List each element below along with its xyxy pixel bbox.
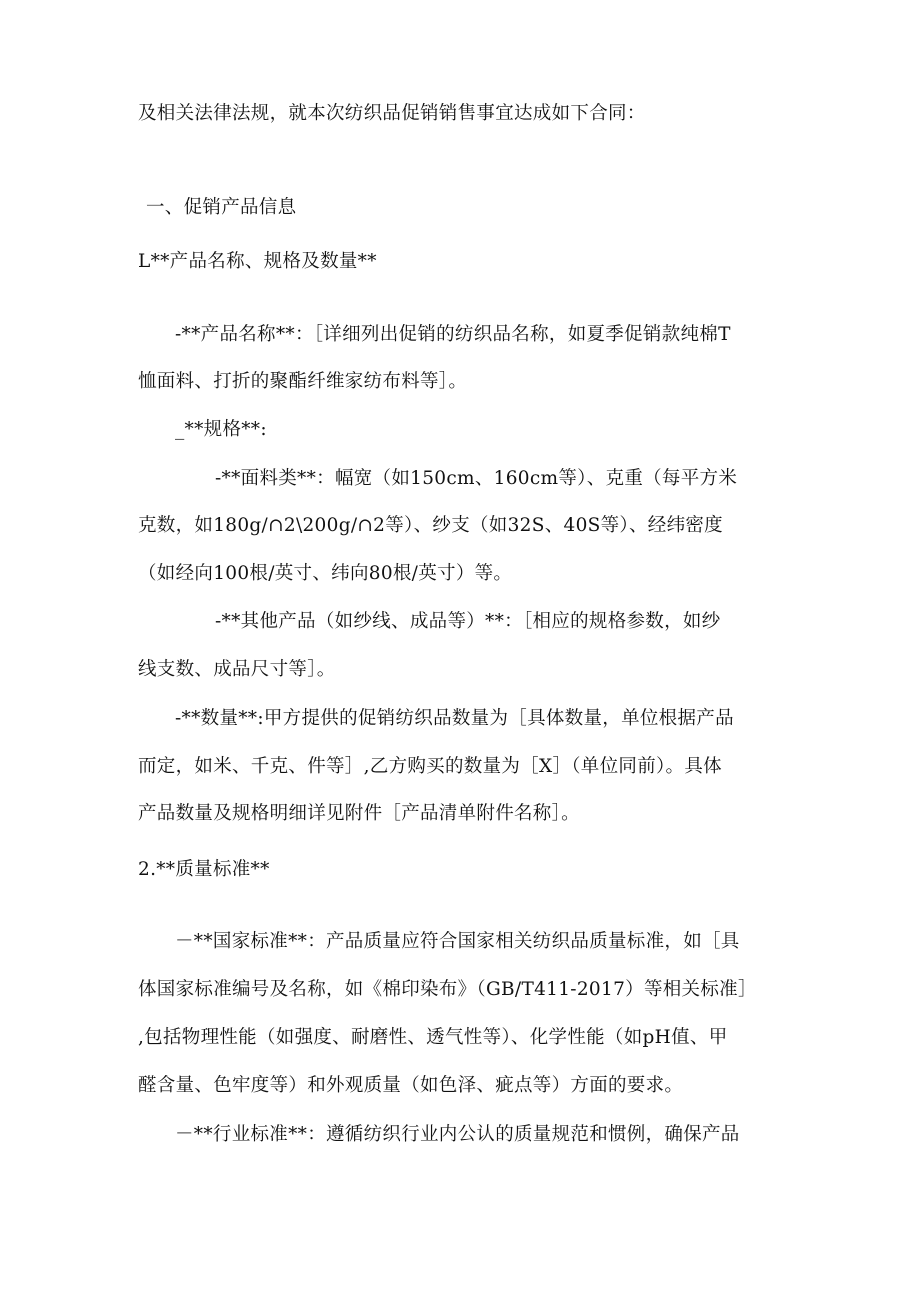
text-line: －**国家标准**：产品质量应符合国家相关纺织品质量标准，如［具 [175, 931, 740, 952]
text-line: 克数，如180g∕∩2\200g∕∩2等）、纱支（如32S、40S等）、经纬密度 [138, 515, 723, 536]
text-line: 产品数量及规格明细详见附件［产品清单附件名称］。 [138, 803, 580, 824]
text-line: －**行业标准**：遵循纺织行业内公认的质量规范和惯例，确保产品 [175, 1124, 740, 1145]
text-line: 恤面料、打折的聚酯纤维家纺布料等］。 [138, 371, 468, 392]
section-heading: 一、促销产品信息 [146, 197, 297, 218]
text-line: -**产品名称**：［详细列出促销的纺织品名称，如夏季促销款纯棉T [175, 324, 731, 345]
text-line: 线支数、成品尺寸等］。 [138, 659, 336, 680]
text-line: （如经向100根/英寸、纬向80根/英寸）等。 [138, 563, 513, 584]
subsection-heading: 2.**质量标准** [138, 859, 270, 880]
subsection-heading: L**产品名称、规格及数量** [138, 251, 377, 272]
text-line: -**其他产品（如纱线、成品等）**：［相应的规格参数，如纱 [215, 611, 721, 632]
text-line: 及相关法律法规，就本次纺织品促销销售事宜达成如下合同： [138, 103, 646, 124]
text-line: 而定，如米、千克、件等］,乙方购买的数量为［X］（单位同前）。具体 [138, 756, 722, 777]
text-line: 醛含量、色牢度等）和外观质量（如色泽、疵点等）方面的要求。 [138, 1075, 684, 1096]
text-line: _**规格**: [175, 419, 267, 440]
text-line: -**面料类**：幅宽（如150cm、160cm等）、克重（每平方米 [215, 468, 738, 489]
text-line: ,包括物理性能（如强度、耐磨性、透气性等）、化学性能（如pH值、甲 [138, 1027, 728, 1048]
text-line: -**数量**:甲方提供的促销纺织品数量为［具体数量，单位根据产品 [175, 708, 734, 729]
text-line: 体国家标准编号及名称，如《棉印染布》（GB/T411-2017）等相关标准］ [138, 979, 757, 1000]
